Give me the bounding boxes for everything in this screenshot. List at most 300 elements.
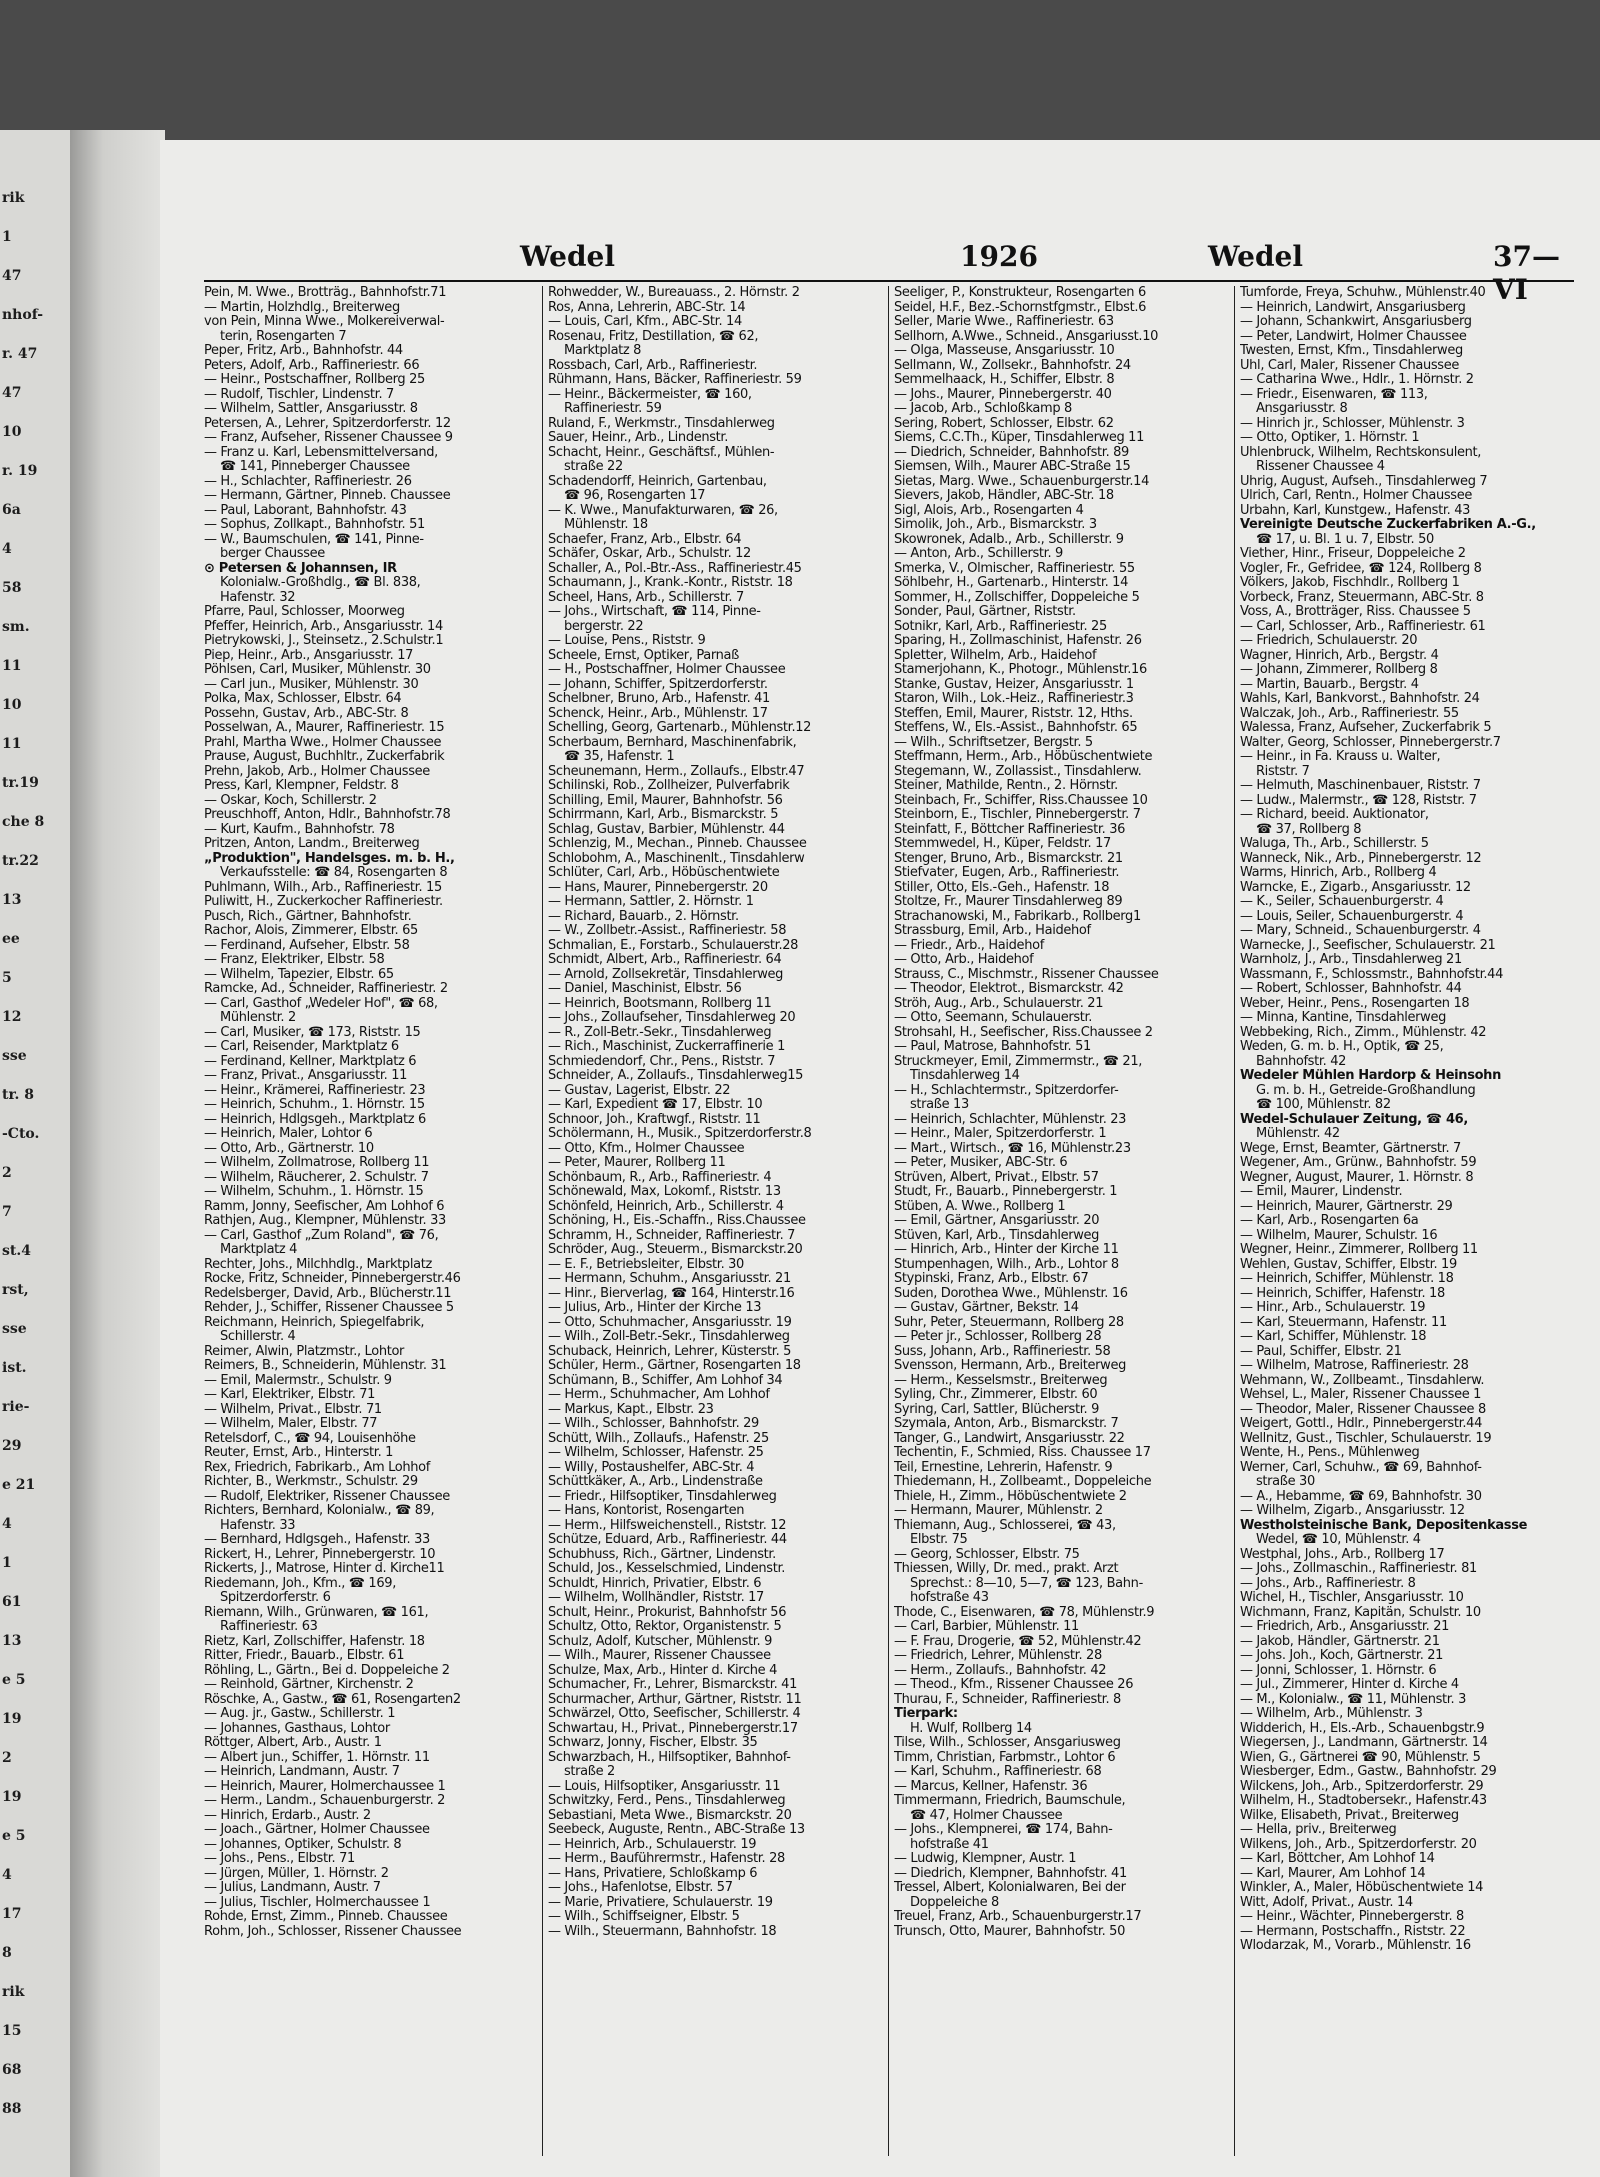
left-page-fragment: 58 [2, 580, 22, 596]
directory-entry: Timmermann, Friedrich, Baumschule, [894, 1794, 1126, 1808]
directory-entry: Marktplatz 8 [564, 344, 642, 358]
directory-entry: — Richard, Bauarb., 2. Hörnstr. [548, 909, 739, 924]
directory-entry: Stypinski, Franz, Arb., Elbstr. 67 [894, 1272, 1089, 1286]
directory-entry: Reimers, B., Schneiderin, Mühlenstr. 31 [204, 1359, 447, 1373]
directory-entry: — Wilhelm, Maurer, Schulstr. 16 [1240, 1228, 1438, 1243]
directory-entry: Scheunemann, Herm., Zollaufs., Elbstr.47 [548, 764, 805, 779]
directory-entry: — Willy, Postaushelfer, ABC-Str. 4 [548, 1460, 755, 1475]
directory-entry: — Franz, Elektriker, Elbstr. 58 [204, 953, 385, 967]
directory-entry: Westholsteinische Bank, Depositenkasse [1240, 1518, 1528, 1533]
directory-entry: Stanke, Gustav, Heizer, Ansgariusstr. 1 [894, 677, 1134, 692]
left-page-fragment: rik [2, 1984, 25, 2000]
directory-entry: Tumforde, Freya, Schuhw., Mühlenstr.40 [1240, 286, 1486, 300]
directory-entry: — Wilh., Schlosser, Bahnhofstr. 29 [548, 1417, 759, 1431]
directory-entry: Suhr, Peter, Steuermann, Rollberg 28 [894, 1315, 1124, 1330]
directory-entry: Wagner, Hinrich, Arb., Bergstr. 4 [1240, 648, 1439, 663]
directory-entry: Uhl, Carl, Maler, Rissener Chaussee [1240, 358, 1460, 373]
directory-entry: Schuld, Jos., Kesselschmied, Lindenstr. [548, 1562, 786, 1576]
directory-entry: von Pein, Minna Wwe., Molkereiverwal- [204, 315, 445, 329]
directory-entry: — Wilh., Schriftsetzer, Bergstr. 5 [894, 735, 1093, 750]
directory-entry: Tinsdahlerweg 14 [910, 1069, 1020, 1083]
directory-entry: Winkler, A., Maler, Höbüschentwiete 14 [1240, 1881, 1484, 1895]
directory-entry: Widderich, H., Els.-Arb., Schauenbgstr.9 [1240, 1721, 1485, 1736]
directory-entry: Schacht, Heinr., Geschäftsf., Mühlen- [548, 445, 775, 460]
directory-entry: — Carl, Barbier, Mühlenstr. 11 [894, 1620, 1079, 1634]
directory-entry: Pfarre, Paul, Schlosser, Moorweg [204, 605, 405, 619]
directory-entry: Strohsahl, H., Seefischer, Riss.Chaussee 2 [894, 1025, 1153, 1040]
directory-entry: Hafenstr. 33 [220, 1518, 296, 1533]
directory-entry: Schnoor, Joh., Kraftwgf., Riststr. 11 [548, 1112, 761, 1127]
directory-entry: — Gustav, Gärtner, Bekstr. 14 [894, 1301, 1079, 1315]
directory-entry: Wegner, August, Maurer, 1. Hörnstr. 8 [1240, 1170, 1474, 1185]
directory-entry: Riemann, Wilh., Grünwaren, ☎ 161, [204, 1605, 429, 1620]
left-page-fragment: 13 [2, 892, 22, 908]
directory-entry: Mühlenstr. 42 [1256, 1127, 1340, 1141]
directory-entry: Doppeleiche 8 [910, 1895, 999, 1910]
directory-entry: ⊙ Petersen & Johannsen, IR [204, 561, 397, 576]
directory-entry: Steffens, W., Els.-Assist., Bahnhofstr. 65 [894, 721, 1138, 735]
directory-entry: ☎ 35, Hafenstr. 1 [564, 750, 675, 764]
directory-entry: Schäfer, Oskar, Arb., Schulstr. 12 [548, 547, 751, 561]
directory-entry: Wiesberger, Edm., Gastw., Bahnhofstr. 29 [1240, 1765, 1497, 1779]
directory-entry: — Marcus, Kellner, Hafenstr. 36 [894, 1779, 1088, 1794]
directory-entry: — Hella, priv., Breiterweg [1240, 1823, 1397, 1837]
directory-entry: Uhrig, August, Aufseh., Tinsdahlerweg 7 [1240, 474, 1488, 489]
directory-entry: Strassburg, Emil, Arb., Haidehof [894, 924, 1091, 938]
directory-entry: — Hermann, Maurer, Mühlenstr. 2 [894, 1504, 1103, 1518]
directory-entry: — A., Hebamme, ☎ 69, Bahnhofstr. 30 [1240, 1489, 1482, 1504]
directory-entry: — Jakob, Händler, Gärtnerstr. 21 [1240, 1634, 1440, 1649]
directory-entry: Thiemann, Aug., Schlosserei, ☎ 43, [894, 1518, 1116, 1533]
directory-entry: Pöhlsen, Carl, Musiker, Mühlenstr. 30 [204, 663, 431, 677]
directory-entry: — Carl, Gasthof „Wedeler Hof", ☎ 68, [204, 996, 438, 1011]
directory-entry: Seebeck, Auguste, Rentn., ABC-Straße 13 [548, 1823, 805, 1837]
directory-entry: Stumpenhagen, Wilh., Arb., Lohtor 8 [894, 1257, 1119, 1272]
directory-entry: Wilke, Elisabeth, Privat., Breiterweg [1240, 1808, 1459, 1823]
directory-entry: — Aug. jr., Gastw., Schillerstr. 1 [204, 1707, 396, 1721]
directory-entry: — Karl, Expedient ☎ 17, Elbstr. 10 [548, 1098, 763, 1112]
left-page-fragment: 17 [2, 1906, 22, 1922]
directory-entry: Scheel, Hans, Arb., Schillerstr. 7 [548, 590, 744, 605]
directory-entry: Hafenstr. 32 [220, 590, 296, 605]
directory-entry: Raffineriestr. 59 [564, 402, 662, 416]
directory-entry: Schmiedendorf, Chr., Pens., Riststr. 7 [548, 1054, 776, 1069]
directory-entry: Pritzen, Anton, Landm., Breiterweg [204, 837, 420, 851]
directory-entry: Schumacher, Fr., Lehrer, Bismarckstr. 41 [548, 1678, 797, 1692]
directory-entry: Wedeler Mühlen Hardorp & Heinsohn [1240, 1069, 1501, 1083]
directory-entry: — Julius, Arb., Hinter der Kirche 13 [548, 1301, 762, 1315]
directory-entry: — Hinrich, Erdarb., Austr. 2 [204, 1808, 371, 1823]
directory-entry: Werner, Carl, Schuhw., ☎ 69, Bahnhof- [1240, 1460, 1482, 1475]
directory-entry: — Wilhelm, Räucherer, 2. Schulstr. 7 [204, 1170, 429, 1185]
directory-entry: Schüttkäker, A., Arb., Lindenstraße [548, 1475, 763, 1489]
directory-entry: — Heinrich, Hdlgsgeh., Marktplatz 6 [204, 1112, 426, 1127]
directory-entry: — Friedrich, Schulauerstr. 20 [1240, 634, 1418, 648]
left-page-fragment: 10 [2, 424, 22, 440]
directory-entry: — Ferdinand, Aufseher, Elbstr. 58 [204, 938, 410, 953]
left-page-fragment: r. 47 [2, 346, 38, 362]
directory-entry: Timm, Christian, Farbmstr., Lohtor 6 [894, 1750, 1116, 1765]
directory-entry: Viether, Hinr., Friseur, Doppeleiche 2 [1240, 547, 1466, 561]
directory-entry: Puhlmann, Wilh., Arb., Raffineriestr. 15 [204, 880, 442, 895]
directory-entry: Retelsdorf, C., ☎ 94, Louisenhöhe [204, 1431, 416, 1446]
left-page-fragment: 15 [2, 2023, 22, 2039]
directory-entry: — Helmuth, Maschinenbauer, Riststr. 7 [1240, 779, 1481, 793]
directory-entry: — Martin, Holzhdlg., Breiterweg [204, 300, 400, 315]
left-page-fragment: 6a [2, 502, 21, 518]
directory-entry: — Mart., Wirtsch., ☎ 16, Mühlenstr.23 [894, 1141, 1131, 1156]
directory-entry: — Wilh., Schiffseigner, Elbstr. 5 [548, 1910, 740, 1924]
directory-entry: H. Wulf, Rollberg 14 [910, 1721, 1032, 1736]
directory-entry: Marktplatz 4 [220, 1243, 298, 1257]
directory-entry: Verkaufsstelle: ☎ 84, Rosengarten 8 [220, 866, 448, 880]
directory-entry: Staron, Wilh., Lok.-Heiz., Raffineriestr.3 [894, 692, 1134, 706]
directory-entry: Rietz, Karl, Zollschiffer, Hafenstr. 18 [204, 1634, 425, 1649]
directory-entry: — Heinrich, Landmann, Austr. 7 [204, 1765, 400, 1779]
directory-entry: Petersen, A., Lehrer, Spitzerdorferstr. 12 [204, 416, 451, 431]
directory-entry: — Johann, Schiffer, Spitzerdorferstr. [548, 677, 768, 692]
directory-entry: ☎ 141, Pinneberger Chaussee [220, 460, 410, 474]
column-divider [1234, 286, 1235, 2156]
directory-entry: — Otto, Kfm., Holmer Chaussee [548, 1141, 745, 1156]
directory-entry: Richter, B., Werkmstr., Schulstr. 29 [204, 1475, 418, 1489]
directory-entry: Raffineriestr. 63 [220, 1620, 318, 1634]
directory-entry: Voss, A., Brotträger, Riss. Chaussee 5 [1240, 605, 1471, 619]
directory-entry: — Markus, Kapt., Elbstr. 23 [548, 1402, 714, 1417]
directory-entry: Schuldt, Hinrich, Privatier, Elbstr. 6 [548, 1576, 762, 1591]
directory-entry: Steffen, Emil, Maurer, Riststr. 12, Hths. [894, 706, 1133, 721]
directory-entry: Steinfatt, F., Böttcher Raffineriestr. 36 [894, 822, 1126, 837]
left-page-edge [0, 130, 70, 2177]
directory-entry: — Herm., Hilfsweichenstell., Riststr. 12 [548, 1518, 787, 1533]
directory-entry: G. m. b. H., Getreide-Großhandlung [1256, 1083, 1476, 1098]
directory-entry: — Richard, beeid. Auktionator, [1240, 808, 1429, 822]
directory-entry: — Heinrich, Maurer, Holmerchaussee 1 [204, 1779, 446, 1794]
directory-entry: — Ludw., Malermstr., ☎ 128, Riststr. 7 [1240, 793, 1477, 808]
directory-entry: Schöning, H., Eis.-Schaffn., Riss.Chaussee [548, 1214, 806, 1228]
directory-entry: Schillerstr. 4 [220, 1330, 296, 1344]
directory-entry: — Louis, Hilfsoptiker, Ansgariusstr. 11 [548, 1779, 781, 1794]
directory-entry: Strüven, Albert, Privat., Elbstr. 57 [894, 1170, 1099, 1185]
directory-entry: Tanger, G., Landwirt, Ansgariusstr. 22 [894, 1431, 1125, 1446]
directory-entry: — Jacob, Arb., Schloßkamp 8 [894, 402, 1072, 416]
directory-entry: — Friedrich, Arb., Ansgariusstr. 21 [1240, 1620, 1450, 1634]
directory-entry: Sonder, Paul, Gärtner, Riststr. [894, 605, 1076, 619]
left-page-fragment: 2 [2, 1750, 12, 1766]
directory-entry: Wehsel, L., Maler, Rissener Chaussee 1 [1240, 1388, 1482, 1402]
directory-entry: — Karl, Arb., Rosengarten 6a [1240, 1214, 1419, 1228]
directory-entry: — Karl, Elektriker, Elbstr. 71 [204, 1388, 376, 1402]
directory-entry: — E. F., Betriebsleiter, Elbstr. 30 [548, 1257, 744, 1272]
directory-page [160, 140, 1600, 2177]
directory-entry: — Peter, Maurer, Rollberg 11 [548, 1156, 726, 1170]
directory-entry: — Oskar, Koch, Schillerstr. 2 [204, 793, 377, 808]
directory-entry: Rickert, H., Lehrer, Pinnebergerstr. 10 [204, 1547, 436, 1562]
directory-entry: Rachor, Alois, Zimmerer, Elbstr. 65 [204, 924, 418, 938]
directory-entry: Stegemann, W., Zollassist., Tinsdahlerw. [894, 764, 1142, 779]
directory-entry: — Franz, Privat., Ansgariusstr. 11 [204, 1069, 408, 1083]
directory-entry: — Friedr., Arb., Haidehof [894, 938, 1044, 953]
directory-entry: — Heinrich, Schiffer, Mühlenstr. 18 [1240, 1272, 1454, 1286]
directory-entry: — H., Postschaffner, Holmer Chaussee [548, 663, 786, 677]
directory-entry: — Herm., Bauführermstr., Hafenstr. 28 [548, 1852, 785, 1866]
directory-entry: Schwitzky, Ferd., Pens., Tinsdahlerweg [548, 1794, 786, 1808]
directory-entry: Sellmann, W., Zollsekr., Bahnhofstr. 24 [894, 358, 1131, 373]
directory-entry: Wassmann, F., Schlossmstr., Bahnhofstr.44 [1240, 967, 1504, 982]
directory-entry: — Heinr., Maler, Spitzerdorferstr. 1 [894, 1127, 1107, 1141]
directory-entry: Posselwan, A., Maurer, Raffineriestr. 15 [204, 721, 445, 735]
directory-entry: — Hinrich, Arb., Hinter der Kirche 11 [894, 1243, 1119, 1257]
directory-entry: Warnecke, J., Seefischer, Schulauerstr. 21 [1240, 938, 1496, 953]
directory-entry: Schilling, Emil, Maurer, Bahnhofstr. 56 [548, 793, 783, 808]
directory-entry: Ströh, Aug., Arb., Schulauerstr. 21 [894, 996, 1104, 1011]
directory-entry: — Otto, Seemann, Schulauerstr. [894, 1011, 1093, 1025]
left-page-fragment: 4 [2, 541, 12, 557]
directory-entry: — Emil, Malermstr., Schulstr. 9 [204, 1373, 392, 1388]
directory-entry: Seidel, H.F., Bez.-Schornstfgmstr., Elbst.6 [894, 300, 1147, 315]
directory-entry: — Catharina Wwe., Hdlr., 1. Hörnstr. 2 [1240, 373, 1474, 387]
left-page-fragment: 8 [2, 1945, 12, 1961]
directory-entry: — Heinrich, Arb., Schulauerstr. 19 [548, 1837, 757, 1852]
directory-entry: Schultz, Otto, Rektor, Organistenstr. 5 [548, 1620, 782, 1634]
directory-entry: Vereinigte Deutsche Zuckerfabriken A.-G., [1240, 518, 1536, 532]
directory-entry: — Ferdinand, Kellner, Marktplatz 6 [204, 1054, 417, 1069]
directory-entry: Ruland, F., Werkmstr., Tinsdahlerweg [548, 416, 775, 431]
directory-entry: — Jul., Zimmerer, Hinter d. Kirche 4 [1240, 1678, 1459, 1692]
directory-entry: Siems, C.C.Th., Küper, Tinsdahlerweg 11 [894, 431, 1145, 445]
directory-entry: Walessa, Franz, Aufseher, Zuckerfabrik 5 [1240, 721, 1492, 735]
directory-entry: Schult, Heinr., Prokurist, Bahnhofstr 56 [548, 1605, 787, 1620]
directory-entry: Strauss, C., Mischmstr., Rissener Chaussee [894, 967, 1159, 982]
directory-entry: Schwartau, H., Privat., Pinnebergerstr.17 [548, 1721, 798, 1736]
directory-entry: — Hans, Kontorist, Rosengarten [548, 1504, 745, 1518]
left-page-fragment: 12 [2, 1009, 22, 1025]
directory-entry: Schlenzig, M., Mechan., Pinneb. Chaussee [548, 837, 807, 851]
left-page-fragment: 2 [2, 1165, 12, 1181]
directory-entry: Schmalian, E., Forstarb., Schulauerstr.28 [548, 938, 799, 953]
directory-entry: Schlüter, Carl, Arb., Höbüschentwiete [548, 866, 780, 880]
directory-entry: ☎ 37, Rollberg 8 [1256, 822, 1362, 837]
directory-entry: — Gustav, Lagerist, Elbstr. 22 [548, 1083, 731, 1098]
directory-entry: — Theod., Kfm., Rissener Chaussee 26 [894, 1678, 1134, 1692]
directory-entry: — Hermann, Postschaffn., Riststr. 22 [1240, 1924, 1466, 1939]
directory-entry: Wien, G., Gärtnerei ☎ 90, Mühlenstr. 5 [1240, 1750, 1481, 1765]
directory-entry: Preuschhoff, Anton, Hdlr., Bahnhofstr.78 [204, 808, 451, 822]
directory-entry: Thiessen, Willy, Dr. med., prakt. Arzt [894, 1562, 1119, 1576]
directory-entry: Stamerjohann, K., Photogr., Mühlenstr.16 [894, 663, 1147, 677]
directory-entry: — M., Kolonialw., ☎ 11, Mühlenstr. 3 [1240, 1692, 1467, 1707]
directory-entry: — Theodor, Maler, Rissener Chaussee 8 [1240, 1402, 1486, 1417]
directory-entry: Schulz, Adolf, Kutscher, Mühlenstr. 9 [548, 1634, 773, 1649]
directory-entry: — Daniel, Maschinist, Elbstr. 56 [548, 982, 742, 996]
directory-entry: — Franz u. Karl, Lebensmittelversand, [204, 445, 438, 460]
directory-entry: Webbeking, Rich., Zimm., Mühlenstr. 42 [1240, 1025, 1487, 1040]
directory-entry: Wlodarzak, M., Vorarb., Mühlenstr. 16 [1240, 1939, 1471, 1953]
directory-entry: Studt, Fr., Bauarb., Pinnebergerstr. 1 [894, 1185, 1118, 1199]
directory-entry: — K. Wwe., Manufakturwaren, ☎ 26, [548, 503, 778, 518]
directory-entry: Rehder, J., Schiffer, Rissener Chaussee 5 [204, 1301, 454, 1315]
directory-entry: Reichmann, Heinrich, Spiegelfabrik, [204, 1315, 425, 1330]
directory-entry: Schneider, A., Zollaufs., Tinsdahlerweg15 [548, 1069, 804, 1083]
directory-entry: bergerstr. 22 [564, 619, 644, 634]
directory-entry: Strachanowski, M., Fabrikarb., Rollberg1 [894, 909, 1141, 924]
directory-entry: — Georg, Schlosser, Elbstr. 75 [894, 1547, 1080, 1562]
directory-entry: Rohwedder, W., Bureauass., 2. Hörnstr. 2 [548, 286, 800, 300]
directory-entry: Piep, Heinr., Arb., Ansgariusstr. 17 [204, 648, 414, 663]
directory-entry: Weigert, Gottl., Hdlr., Pinnebergerstr.44 [1240, 1417, 1483, 1431]
left-page-fragment: 19 [2, 1789, 22, 1805]
directory-entry: — Julius, Landmann, Austr. 7 [204, 1881, 381, 1895]
directory-entry: Vorbeck, Franz, Steuermann, ABC-Str. 8 [1240, 590, 1484, 605]
directory-entry: Possehn, Gustav, Arb., ABC-Str. 8 [204, 706, 409, 721]
directory-entry: — Carl jun., Musiker, Mühlenstr. 30 [204, 677, 419, 692]
directory-entry: — Ludwig, Klempner, Austr. 1 [894, 1852, 1077, 1866]
directory-entry: — Wilh., Maurer, Rissener Chaussee [548, 1649, 771, 1663]
left-page-fragment: sse [2, 1048, 27, 1064]
directory-entry: Sauer, Heinr., Arb., Lindenstr. [548, 431, 729, 445]
directory-entry: Siemsen, Wilh., Maurer ABC-Straße 15 [894, 460, 1131, 474]
directory-entry: — Otto, Schuhmacher, Ansgariusstr. 19 [548, 1315, 792, 1330]
page-number: 37— VI [1493, 240, 1560, 306]
directory-entry: — Olga, Masseuse, Ansgariusstr. 10 [894, 344, 1115, 358]
directory-entry: Svensson, Hermann, Arb., Breiterweg [894, 1359, 1126, 1373]
directory-entry: — Wilh., Steuermann, Bahnhofstr. 18 [548, 1924, 777, 1939]
directory-entry: — Wilhelm, Schuhm., 1. Hörnstr. 15 [204, 1185, 424, 1199]
directory-entry: — Wilhelm, Wollhändler, Riststr. 17 [548, 1591, 764, 1605]
directory-entry: — R., Zoll-Betr.-Sekr., Tinsdahlerweg [548, 1025, 772, 1040]
directory-entry: — Hinrich jr., Schlosser, Mühlenstr. 3 [1240, 416, 1465, 431]
left-page-fragment: tr.19 [2, 775, 39, 791]
directory-entry: Wiegersen, J., Landmann, Gärtnerstr. 14 [1240, 1736, 1488, 1750]
directory-entry: Wegner, Heinr., Zimmerer, Rollberg 11 [1240, 1243, 1478, 1257]
directory-column-2 [548, 286, 882, 2156]
directory-entry: — Carl, Reisender, Marktplatz 6 [204, 1040, 399, 1054]
directory-entry: Sievers, Jakob, Händler, ABC-Str. 18 [894, 489, 1114, 503]
directory-entry: Rohm, Joh., Schlosser, Rissener Chaussee [204, 1924, 462, 1939]
directory-entry: Walter, Georg, Schlosser, Pinnebergerstr.7 [1240, 735, 1501, 750]
directory-entry: — Karl, Steuermann, Hafenstr. 11 [1240, 1315, 1447, 1330]
directory-entry: Simolik, Joh., Arb., Bismarckstr. 3 [894, 518, 1097, 532]
directory-entry: Mühlenstr. 18 [564, 518, 648, 532]
directory-entry: Rosenau, Fritz, Destillation, ☎ 62, [548, 329, 759, 344]
directory-entry: — Louise, Pens., Riststr. 9 [548, 634, 706, 648]
directory-entry: — Sophus, Zollkapt., Bahnhofstr. 51 [204, 518, 425, 532]
left-page-fragment: e 21 [2, 1477, 36, 1493]
directory-entry: Rickerts, J., Matrose, Hinter d. Kirche11 [204, 1562, 445, 1576]
directory-entry: Wichmann, Franz, Kapitän, Schulstr. 10 [1240, 1605, 1481, 1620]
directory-entry: — Diedrich, Klempner, Bahnhofstr. 41 [894, 1866, 1127, 1881]
directory-entry: Vogler, Fr., Gefridee, ☎ 124, Rollberg 8 [1240, 561, 1482, 576]
directory-entry: Press, Karl, Klempner, Feldstr. 8 [204, 779, 399, 793]
directory-entry: — Jonni, Schlosser, 1. Hörnstr. 6 [1240, 1663, 1437, 1678]
header-left-town: Wedel [520, 240, 616, 273]
directory-entry: — Wilhelm, Tapezier, Elbstr. 65 [204, 967, 394, 982]
directory-entry: Peters, Adolf, Arb., Raffineriestr. 66 [204, 358, 420, 373]
directory-entry: Suden, Dorothea Wwe., Mühlenstr. 16 [894, 1286, 1128, 1301]
directory-entry: — Albert jun., Schiffer, 1. Hörnstr. 11 [204, 1750, 430, 1765]
directory-entry: Scherbaum, Bernhard, Maschinenfabrik, [548, 735, 797, 750]
directory-entry: Schenck, Heinr., Arb., Mühlenstr. 17 [548, 706, 768, 721]
directory-entry: — Paul, Laborant, Bahnhofstr. 43 [204, 503, 407, 518]
directory-entry: Schulze, Max, Arb., Hinter d. Kirche 4 [548, 1663, 778, 1678]
directory-entry: — Heinrich, Maler, Lohtor 6 [204, 1127, 373, 1141]
directory-entry: Thiele, H., Zimm., Höbüschentwiete 2 [894, 1489, 1127, 1504]
directory-entry: Ansgariusstr. 8 [1256, 402, 1348, 416]
directory-column-3 [894, 286, 1228, 2156]
directory-entry: Schadendorff, Heinrich, Gartenbau, [548, 474, 767, 489]
directory-entry: — Reinhold, Gärtner, Kirchenstr. 2 [204, 1678, 414, 1692]
directory-entry: straße 2 [564, 1765, 615, 1779]
directory-entry: Prehn, Jakob, Arb., Holmer Chaussee [204, 764, 430, 779]
directory-entry: Syring, Carl, Sattler, Blücherstr. 9 [894, 1402, 1100, 1417]
directory-entry: Sigl, Alois, Arb., Rosengarten 4 [894, 503, 1084, 518]
left-page-fragment: 29 [2, 1438, 22, 1454]
directory-entry: Stiller, Otto, Els.-Geh., Hafenstr. 18 [894, 880, 1110, 895]
directory-entry: Wahls, Karl, Bankvorst., Bahnhofstr. 24 [1240, 692, 1480, 706]
directory-entry: Seller, Marie Wwe., Raffineriestr. 63 [894, 315, 1114, 329]
directory-entry: Röhling, L., Gärtn., Bei d. Doppeleiche 2 [204, 1663, 450, 1678]
directory-entry: Ritter, Friedr., Bauarb., Elbstr. 61 [204, 1649, 405, 1663]
directory-entry: Techentin, F., Schmied, Riss. Chaussee 17 [894, 1446, 1151, 1460]
directory-entry: Spitzerdorferstr. 6 [220, 1591, 331, 1605]
directory-entry: Riststr. 7 [1256, 764, 1310, 779]
directory-entry: Sebastiani, Meta Wwe., Bismarckstr. 20 [548, 1808, 792, 1823]
directory-entry: — Wilh., Zoll-Betr.-Sekr., Tinsdahlerweg [548, 1330, 790, 1344]
directory-entry: Stiefvater, Eugen, Arb., Raffineriestr. [894, 866, 1120, 880]
directory-entry: — Otto, Arb., Gärtnerstr. 10 [204, 1141, 374, 1156]
directory-entry: Warnholz, J., Arb., Tinsdahlerweg 21 [1240, 953, 1462, 967]
directory-entry: — Wilhelm, Zollmatrose, Rollberg 11 [204, 1156, 430, 1170]
directory-entry: — Johannes, Gasthaus, Lohtor [204, 1721, 390, 1736]
directory-column-1 [204, 286, 536, 2156]
directory-entry: — Anton, Arb., Schillerstr. 9 [894, 547, 1063, 561]
directory-entry: — Carl, Musiker, ☎ 173, Riststr. 15 [204, 1025, 421, 1040]
directory-entry: Puliwitt, H., Zuckerkocher Raffineriestr. [204, 895, 443, 909]
directory-entry: Spletter, Wilhelm, Arb., Haidehof [894, 648, 1097, 663]
directory-entry: — Friedr., Eisenwaren, ☎ 113, [1240, 387, 1428, 402]
directory-entry: Wehlen, Gustav, Schiffer, Elbstr. 19 [1240, 1257, 1457, 1272]
directory-entry: Sellhorn, A.Wwe., Schneid., Ansgariusst.10 [894, 329, 1159, 344]
directory-entry: Schümann, B., Schiffer, Am Lohhof 34 [548, 1373, 783, 1388]
directory-entry: — Hermann, Sattler, 2. Hörnstr. 1 [548, 895, 754, 909]
directory-entry: — Johann, Zimmerer, Rollberg 8 [1240, 663, 1438, 677]
directory-entry: — Otto, Arb., Haidehof [894, 953, 1034, 967]
directory-entry: Wanneck, Nik., Arb., Pinnebergerstr. 12 [1240, 851, 1482, 866]
directory-entry: — Louis, Carl, Kfm., ABC-Str. 14 [548, 315, 742, 329]
directory-entry: — Julius, Tischler, Holmerchaussee 1 [204, 1895, 431, 1910]
directory-entry: Ulrich, Carl, Rentn., Holmer Chaussee [1240, 489, 1473, 503]
directory-entry: Wilhelm, H., Stadtobersekr., Hafenstr.43 [1240, 1794, 1487, 1808]
directory-columns [204, 280, 1574, 2167]
directory-entry: Scheele, Ernst, Optiker, Parnaß [548, 648, 739, 663]
directory-entry: — Peter, Landwirt, Holmer Chaussee [1240, 329, 1467, 344]
directory-entry: Sprechst.: 8—10, 5—7, ☎ 123, Bahn- [910, 1576, 1143, 1591]
directory-column-4 [1240, 286, 1574, 2156]
left-page-fragment: tr. 8 [2, 1087, 35, 1103]
directory-entry: — Wilhelm, Privat., Elbstr. 71 [204, 1402, 382, 1417]
directory-entry: Schütt, Wilh., Zollaufs., Hafenstr. 25 [548, 1431, 769, 1446]
directory-entry: — Heinrich, Schiffer, Hafenstr. 18 [1240, 1286, 1445, 1301]
left-page-fragment: 47 [2, 385, 22, 401]
directory-entry: Stüven, Karl, Arb., Tinsdahlerweg [894, 1228, 1100, 1243]
directory-entry: Sparing, H., Zollmaschinist, Hafenstr. 26 [894, 634, 1142, 648]
directory-entry: Wichel, H., Tischler, Ansgariusstr. 10 [1240, 1591, 1464, 1605]
left-page-fragment: 11 [2, 736, 22, 752]
directory-entry: Tierpark: [894, 1707, 958, 1721]
directory-entry: „Produktion", Handelsges. m. b. H., [204, 851, 455, 866]
header-year: 1926 [960, 240, 1038, 273]
directory-entry: Schönewald, Max, Lokomf., Riststr. 13 [548, 1185, 781, 1199]
